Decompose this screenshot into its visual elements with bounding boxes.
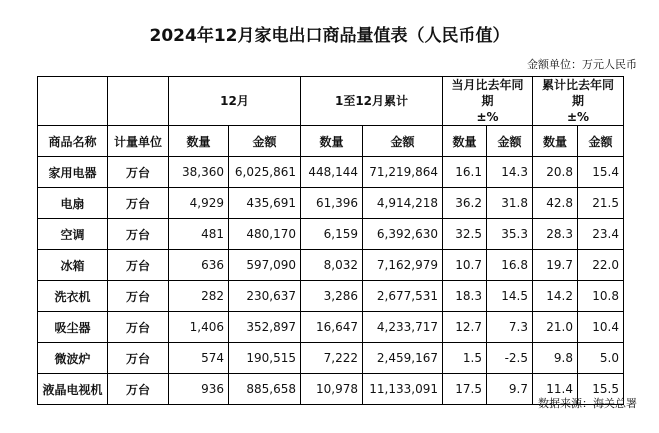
- value-cell: 7,162,979: [363, 250, 443, 281]
- header-sub: 金额: [363, 126, 443, 157]
- table-row: [38, 157, 624, 188]
- value-cell: 17.5: [443, 374, 487, 405]
- value-cell: 10.4: [578, 312, 624, 343]
- header-group-cumulative-yoy: 累计比去年同期 ±%: [533, 77, 624, 126]
- value-cell: 71,219,864: [363, 157, 443, 188]
- value-cell: 36.2: [443, 188, 487, 219]
- value-cell: 435,691: [229, 188, 301, 219]
- value-cell: 11.4: [533, 374, 578, 405]
- value-cell: 885,658: [229, 374, 301, 405]
- value-cell: 16.1: [443, 157, 487, 188]
- product-name-cell: 电扇: [38, 188, 108, 219]
- header-sub: 金额: [578, 126, 624, 157]
- value-cell: 4,914,218: [363, 188, 443, 219]
- value-cell: 574: [169, 343, 229, 374]
- header-sub: 数量: [443, 126, 487, 157]
- value-cell: 28.3: [533, 219, 578, 250]
- table-row: [38, 188, 624, 219]
- header-unit: 计量单位: [108, 126, 169, 157]
- value-cell: 2,459,167: [363, 343, 443, 374]
- value-cell: 14.5: [487, 281, 533, 312]
- value-cell: 15.4: [578, 157, 624, 188]
- source-note: 数据来源：海关总署: [538, 397, 637, 410]
- unit-cell: 万台: [108, 250, 169, 281]
- header-sub: 金额: [229, 126, 301, 157]
- table-row: [38, 219, 624, 250]
- value-cell: 42.8: [533, 188, 578, 219]
- value-cell: 14.2: [533, 281, 578, 312]
- value-cell: 31.8: [487, 188, 533, 219]
- value-cell: 22.0: [578, 250, 624, 281]
- header-row-sub: [38, 126, 624, 157]
- unit-cell: 万台: [108, 374, 169, 405]
- value-cell: 4,929: [169, 188, 229, 219]
- value-cell: 10.8: [578, 281, 624, 312]
- table-row: [38, 281, 624, 312]
- value-cell: 7.3: [487, 312, 533, 343]
- value-cell: 597,090: [229, 250, 301, 281]
- export-table: [37, 76, 624, 405]
- unit-note: 金额单位：万元人民币: [527, 58, 637, 71]
- value-cell: 3,286: [301, 281, 363, 312]
- value-cell: 14.3: [487, 157, 533, 188]
- value-cell: 282: [169, 281, 229, 312]
- header-blank-name: [38, 77, 108, 126]
- header-group-cumulative: 1至12月累计: [301, 77, 443, 126]
- value-cell: 35.3: [487, 219, 533, 250]
- value-cell: 352,897: [229, 312, 301, 343]
- header-sub: 数量: [301, 126, 363, 157]
- table-row: [38, 343, 624, 374]
- header-group-month-yoy: 当月比去年同期 ±%: [443, 77, 533, 126]
- unit-cell: 万台: [108, 281, 169, 312]
- value-cell: 9.7: [487, 374, 533, 405]
- value-cell: 481: [169, 219, 229, 250]
- product-name-cell: 微波炉: [38, 343, 108, 374]
- unit-cell: 万台: [108, 157, 169, 188]
- value-cell: 230,637: [229, 281, 301, 312]
- unit-cell: 万台: [108, 219, 169, 250]
- value-cell: -2.5: [487, 343, 533, 374]
- value-cell: 2,677,531: [363, 281, 443, 312]
- value-cell: 12.7: [443, 312, 487, 343]
- header-sub: 金额: [487, 126, 533, 157]
- value-cell: 15.5: [578, 374, 624, 405]
- table-row: [38, 250, 624, 281]
- value-cell: 21.0: [533, 312, 578, 343]
- value-cell: 190,515: [229, 343, 301, 374]
- value-cell: 11,133,091: [363, 374, 443, 405]
- page-title: 2024年12月家电出口商品量值表（人民币值）: [149, 26, 510, 46]
- product-name-cell: 液晶电视机: [38, 374, 108, 405]
- table-row: [38, 374, 624, 405]
- product-name-cell: 空调: [38, 219, 108, 250]
- product-name-cell: 冰箱: [38, 250, 108, 281]
- value-cell: 5.0: [578, 343, 624, 374]
- unit-cell: 万台: [108, 312, 169, 343]
- product-name-cell: 吸尘器: [38, 312, 108, 343]
- table-body: [38, 157, 624, 405]
- value-cell: 8,032: [301, 250, 363, 281]
- value-cell: 6,392,630: [363, 219, 443, 250]
- product-name-cell: 家用电器: [38, 157, 108, 188]
- table-row: [38, 312, 624, 343]
- value-cell: 636: [169, 250, 229, 281]
- header-blank-unit: [108, 77, 169, 126]
- value-cell: 1.5: [443, 343, 487, 374]
- value-cell: 38,360: [169, 157, 229, 188]
- unit-cell: 万台: [108, 343, 169, 374]
- value-cell: 6,025,861: [229, 157, 301, 188]
- header-row-groups: [38, 77, 624, 126]
- value-cell: 936: [169, 374, 229, 405]
- value-cell: 1,406: [169, 312, 229, 343]
- value-cell: 4,233,717: [363, 312, 443, 343]
- value-cell: 16,647: [301, 312, 363, 343]
- header-sub: 数量: [169, 126, 229, 157]
- header-group-month: 12月: [169, 77, 301, 126]
- value-cell: 61,396: [301, 188, 363, 219]
- value-cell: 18.3: [443, 281, 487, 312]
- value-cell: 19.7: [533, 250, 578, 281]
- value-cell: 448,144: [301, 157, 363, 188]
- value-cell: 20.8: [533, 157, 578, 188]
- value-cell: 6,159: [301, 219, 363, 250]
- header-sub: 数量: [533, 126, 578, 157]
- header-product-name: 商品名称: [38, 126, 108, 157]
- value-cell: 480,170: [229, 219, 301, 250]
- value-cell: 7,222: [301, 343, 363, 374]
- value-cell: 21.5: [578, 188, 624, 219]
- value-cell: 23.4: [578, 219, 624, 250]
- unit-cell: 万台: [108, 188, 169, 219]
- value-cell: 10.7: [443, 250, 487, 281]
- value-cell: 10,978: [301, 374, 363, 405]
- value-cell: 32.5: [443, 219, 487, 250]
- value-cell: 9.8: [533, 343, 578, 374]
- product-name-cell: 洗衣机: [38, 281, 108, 312]
- value-cell: 16.8: [487, 250, 533, 281]
